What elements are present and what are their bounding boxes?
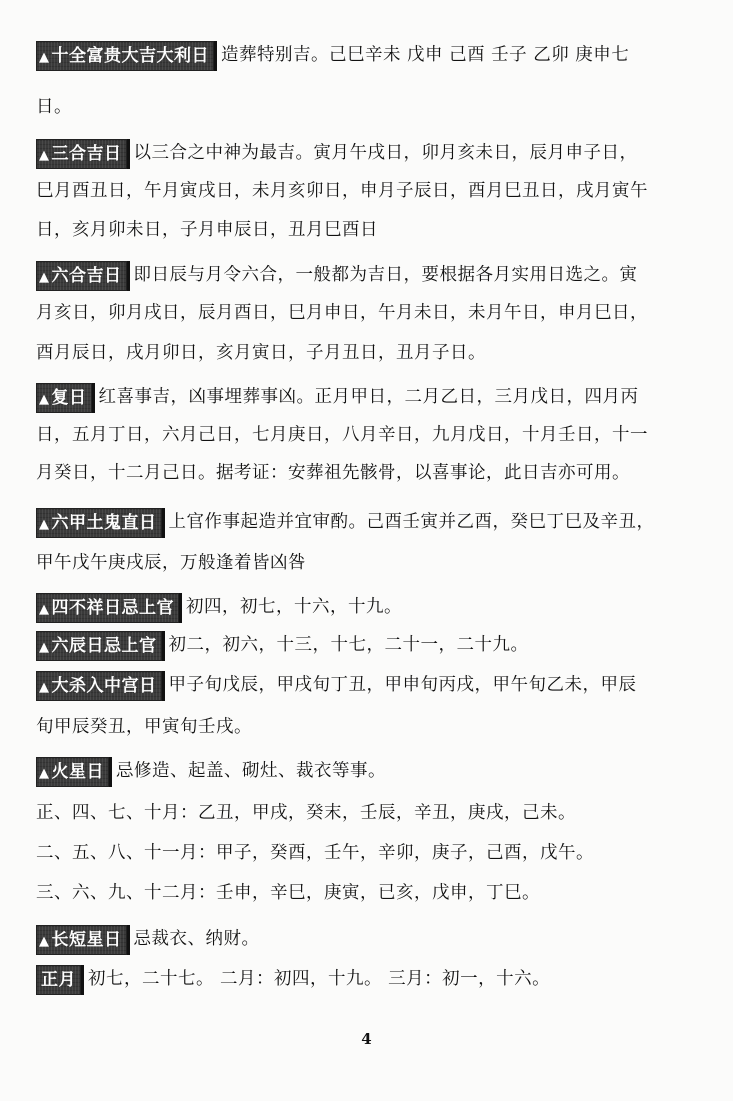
triangle-icon: ▲ [39, 765, 50, 781]
entry-line: ▲ 十全富贵大吉大利日 造葬特别吉。己巳辛未 戊申 己酉 壬子 乙卯 庚申七 [36, 38, 700, 72]
entry-line: 旬甲辰癸丑，甲寅旬壬戌。 [36, 717, 252, 737]
entry-line: 月癸日，十二月己日。据考证：安葬祖先骸骨，以喜事论，此日吉亦可用。 [36, 463, 630, 483]
section-tag: ▲ 火星日 [36, 757, 112, 787]
entry-line: 月亥日，卯月戌日，辰月酉日，巳月申日，午月未日，未月午日，申月巳日， [36, 303, 648, 323]
entry-line: 酉月辰日，戌月卯日，亥月寅日，子月丑日，丑月子日。 [36, 343, 486, 363]
entry-line: 二、五、八、十一月：甲子，癸酉，壬午，辛卯，庚子，己酉，戊午。 [36, 843, 594, 863]
triangle-icon: ▲ [39, 679, 50, 695]
entry-line: ▲ 大杀入中宫日 甲子旬戊辰，甲戌旬丁丑，甲申旬丙戌，甲午旬乙未，甲辰 [36, 668, 700, 702]
entry-line: 正月 初七，二十七。 二月：初四，十九。 三月：初一，十六。 [36, 962, 700, 996]
entry-line: 日，五月丁日，六月己日，七月庚日，八月辛日，九月戊日，十月壬日，十一 [36, 425, 648, 445]
section-tag: 正月 [36, 965, 84, 995]
triangle-icon: ▲ [39, 639, 50, 655]
triangle-icon: ▲ [39, 147, 50, 163]
triangle-icon: ▲ [39, 391, 50, 407]
section-tag: ▲ 复日 [36, 383, 95, 413]
entry-line: ▲ 长短星日 忌裁衣、纳财。 [36, 922, 700, 956]
entry-line: 日，亥月卯未日，子月申辰日，丑月巳酉日 [36, 220, 378, 240]
page-number: 4 [361, 1030, 372, 1048]
entry-line: ▲ 复日 红喜事吉，凶事埋葬事凶。正月甲日，二月乙日，三月戊日，四月丙 [36, 380, 700, 414]
triangle-icon: ▲ [39, 601, 50, 617]
entry-line: ▲ 火星日 忌修造、起盖、砌灶、裁衣等事。 [36, 754, 700, 788]
triangle-icon: ▲ [39, 516, 50, 532]
triangle-icon: ▲ [39, 49, 50, 65]
section-tag: ▲ 三合吉日 [36, 139, 130, 169]
entry-line: ▲ 六合吉日 即日辰与月令六合，一般都为吉日，要根据各月实用日选之。寅 [36, 258, 700, 292]
section-tag: ▲ 六甲土鬼直日 [36, 508, 165, 538]
entry-line: 巳月酉丑日，午月寅戌日，未月亥卯日，申月子辰日，酉月巳丑日，戌月寅午 [36, 181, 648, 201]
triangle-icon: ▲ [39, 269, 50, 285]
entry-line: 日。 [36, 97, 72, 117]
entry-line: ▲ 三合吉日 以三合之中神为最吉。寅月午戌日，卯月亥未日，辰月申子日， [36, 136, 700, 170]
section-tag: ▲ 四不祥日忌上官 [36, 593, 182, 623]
entry-line: ▲ 四不祥日忌上官 初四，初七，十六，十九。 [36, 590, 700, 624]
entry-line: 正、四、七、十月：乙丑，甲戌，癸末，壬辰，辛丑，庚戌，己未。 [36, 803, 576, 823]
section-tag: ▲ 大杀入中宫日 [36, 671, 165, 701]
section-tag: ▲ 长短星日 [36, 925, 130, 955]
entry-line: 三、六、九、十二月：壬申，辛巳，庚寅，已亥，戊申，丁巳。 [36, 883, 540, 903]
entry-line: ▲ 六辰日忌上官 初二，初六，十三，十七，二十一，二十九。 [36, 628, 700, 662]
section-tag: ▲ 六合吉日 [36, 261, 130, 291]
section-tag: ▲ 六辰日忌上官 [36, 631, 165, 661]
entry-line: 甲午戊午庚戌辰，万般逢着皆凶咎 [36, 553, 306, 573]
section-tag: ▲ 十全富贵大吉大利日 [36, 41, 217, 71]
triangle-icon: ▲ [39, 933, 50, 949]
entry-line: ▲ 六甲土鬼直日 上官作事起造并宜审酌。己酉壬寅并乙酉，癸巳丁巳及辛丑， [36, 505, 700, 539]
